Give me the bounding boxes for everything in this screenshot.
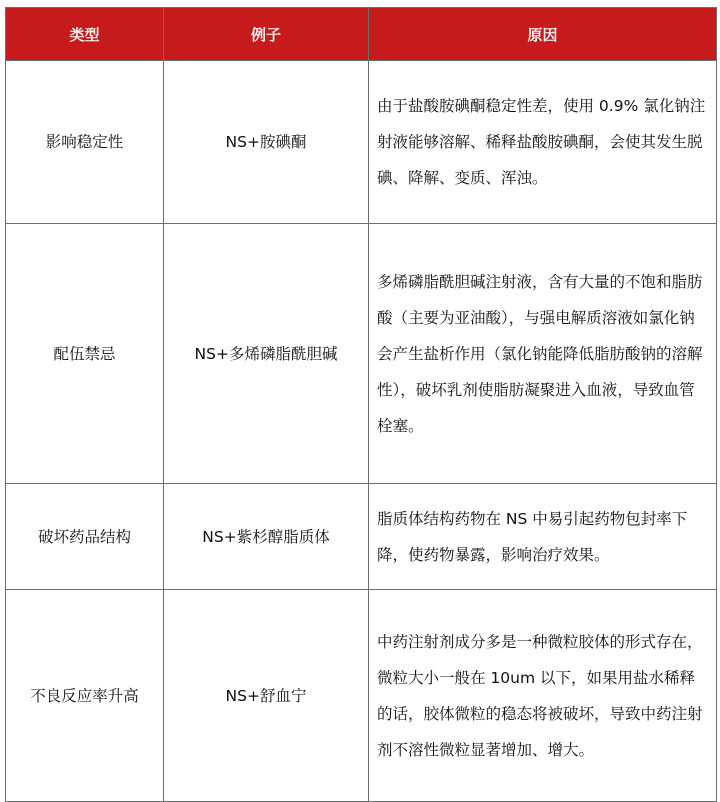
- cell-example: NS+胺碘酮: [164, 61, 369, 224]
- table-header-row: [6, 8, 717, 61]
- table-row: [6, 590, 717, 802]
- cell-type: 破坏药品结构: [6, 484, 164, 590]
- cell-example: NS+多烯磷脂酰胆碱: [164, 224, 369, 484]
- cell-type: 配伍禁忌: [6, 224, 164, 484]
- cell-reason: 脂质体结构药物在 NS 中易引起药物包封率下降，使药物暴露，影响治疗效果。: [369, 484, 717, 590]
- cell-type: 影响稳定性: [6, 61, 164, 224]
- table-row: [6, 61, 717, 224]
- cell-type: 不良反应率升高: [6, 590, 164, 802]
- cell-reason: 多烯磷脂酰胆碱注射液，含有大量的不饱和脂肪酸（主要为亚油酸），与强电解质溶液如氯化钠会产生盐析作用（氯化钠能降低脂肪酸钠的溶解性），破坏乳剂使脂肪凝聚进入血液，导致血管栓塞。: [369, 224, 717, 484]
- header-type: 类型: [6, 8, 164, 61]
- cell-reason: 中药注射剂成分多是一种微粒胶体的形式存在，微粒大小一般在 10um 以下，如果用盐水稀释的话，胶体微粒的稳态将被破坏，导致中药注射剂不溶性微粒显著增加、增大。: [369, 590, 717, 802]
- table-row: [6, 224, 717, 484]
- header-reason: 原因: [369, 8, 717, 61]
- cell-example: NS+舒血宁: [164, 590, 369, 802]
- table-row: [6, 484, 717, 590]
- header-example: 例子: [164, 8, 369, 61]
- cell-example: NS+紫杉醇脂质体: [164, 484, 369, 590]
- ns-incompatibility-table: [5, 7, 717, 802]
- cell-reason: 由于盐酸胺碘酮稳定性差，使用 0.9% 氯化钠注射液能够溶解、稀释盐酸胺碘酮，会使其发生脱碘、降解、变质、浑浊。: [369, 61, 717, 224]
